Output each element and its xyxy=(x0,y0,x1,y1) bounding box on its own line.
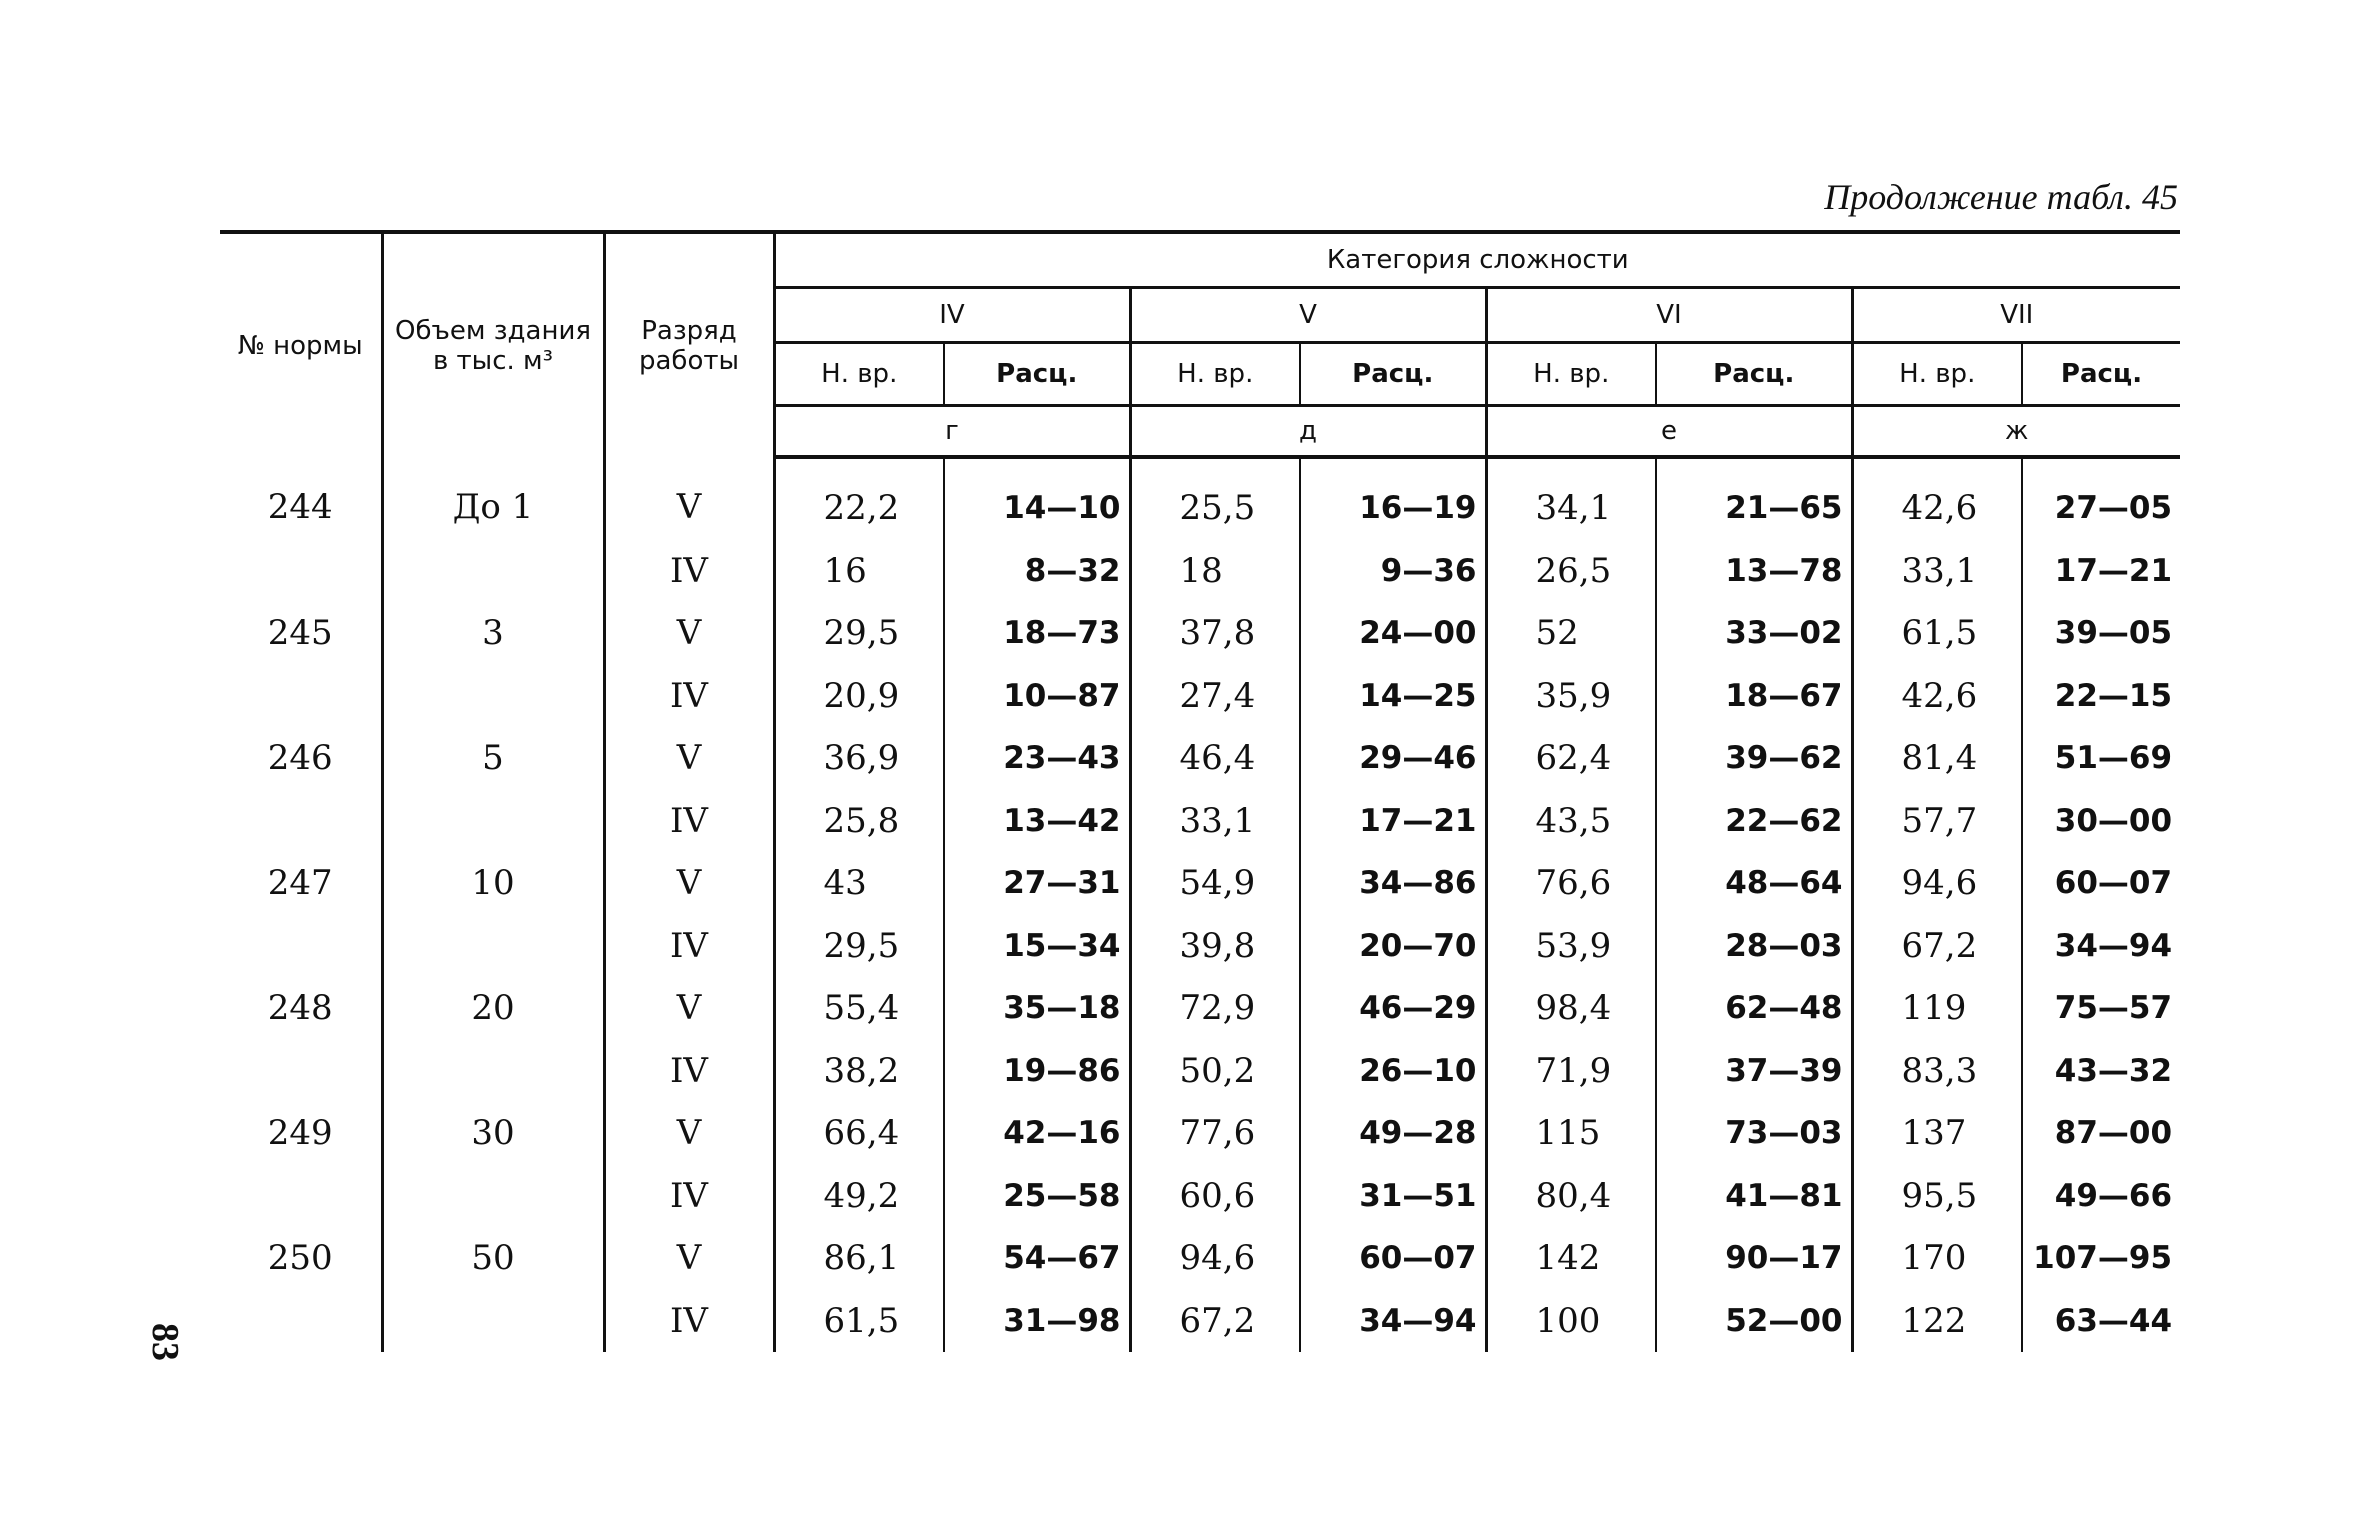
cell-norm-no: 248 xyxy=(267,988,333,1029)
cell-grade: IV xyxy=(604,1290,774,1353)
cell-nvr-v: 94,6 xyxy=(1130,1227,1300,1290)
cell-nvr-iv: 25,8 xyxy=(774,790,944,853)
cell-nvr-v: 25,5 xyxy=(1130,457,1300,540)
cell-nvr-vii: 83,3 xyxy=(1852,1040,2022,1103)
table-row xyxy=(220,727,2180,790)
cell-rasc-iv: 31—98 xyxy=(944,1290,1130,1353)
cell-norm-no: 249 xyxy=(267,1113,333,1154)
cell-volume xyxy=(382,540,604,603)
table-row xyxy=(220,665,2180,728)
header-rasc-vi: Расц. xyxy=(1656,343,1852,406)
cell-nvr-vi: 52 xyxy=(1486,602,1656,665)
cell-volume: 50 xyxy=(382,1227,604,1290)
cell-nvr-vi: 26,5 xyxy=(1486,540,1656,603)
table-row xyxy=(220,977,2180,1040)
cell-rasc-v: 49—28 xyxy=(1300,1102,1486,1165)
cell-rasc-v: 34—86 xyxy=(1300,852,1486,915)
cell-nvr-vi: 142 xyxy=(1486,1227,1656,1290)
cell-rasc-vii: 49—66 xyxy=(2022,1165,2180,1228)
cell-rasc-vi: 90—17 xyxy=(1656,1227,1852,1290)
cell-rasc-vii: 27—05 xyxy=(2022,457,2180,540)
cell-nvr-vi: 76,6 xyxy=(1486,852,1656,915)
header-letter-v: д xyxy=(1130,406,1486,458)
cell-nvr-iv: 38,2 xyxy=(774,1040,944,1103)
cell-rasc-v: 14—25 xyxy=(1300,665,1486,728)
cell-nvr-vi: 71,9 xyxy=(1486,1040,1656,1103)
cell-volume xyxy=(382,665,604,728)
cell-rasc-vi: 28—03 xyxy=(1656,915,1852,978)
cell-volume: 5 xyxy=(382,727,604,790)
cell-grade: V xyxy=(604,1227,774,1290)
cell-grade: IV xyxy=(604,540,774,603)
cell-rasc-vii: 107—95 xyxy=(2022,1227,2180,1290)
table-row xyxy=(220,1040,2180,1103)
header-nvr-v: Н. вр. xyxy=(1130,343,1300,406)
cell-grade: IV xyxy=(604,665,774,728)
cell-rasc-vii: 75—57 xyxy=(2022,977,2180,1040)
table-row xyxy=(220,1102,2180,1165)
cell-rasc-vii: 63—44 xyxy=(2022,1290,2180,1353)
cell-nvr-iv: 55,4 xyxy=(774,977,944,1040)
header-volume: Объем здания в тыс. м³ xyxy=(382,232,604,457)
header-rasc-iv: Расц. xyxy=(944,343,1130,406)
cell-rasc-v: 46—29 xyxy=(1300,977,1486,1040)
cell-norm-no: 247 xyxy=(267,863,333,904)
cell-rasc-iv: 23—43 xyxy=(944,727,1130,790)
cell-volume: 20 xyxy=(382,977,604,1040)
cell-nvr-vii: 67,2 xyxy=(1852,915,2022,978)
table-row xyxy=(220,1290,2180,1353)
cell-norm-no xyxy=(220,540,382,603)
table-row xyxy=(220,1227,2180,1290)
cell-nvr-iv: 66,4 xyxy=(774,1102,944,1165)
cell-volume xyxy=(382,1040,604,1103)
header-nvr-vi: Н. вр. xyxy=(1486,343,1656,406)
table-row xyxy=(220,790,2180,853)
header-category-vii: VII xyxy=(1852,288,2180,343)
cell-norm-no xyxy=(220,915,382,978)
cell-grade: V xyxy=(604,602,774,665)
cell-rasc-vi: 22—62 xyxy=(1656,790,1852,853)
cell-rasc-vii: 30—00 xyxy=(2022,790,2180,853)
cell-rasc-v: 24—00 xyxy=(1300,602,1486,665)
cell-grade: IV xyxy=(604,1040,774,1103)
cell-norm-no: 244 xyxy=(267,487,333,528)
cell-rasc-v: 34—94 xyxy=(1300,1290,1486,1353)
cell-rasc-iv: 10—87 xyxy=(944,665,1130,728)
header-grade: Разряд работы xyxy=(604,232,774,457)
cell-nvr-vii: 81,4 xyxy=(1852,727,2022,790)
cell-nvr-vii: 42,6 xyxy=(1852,665,2022,728)
cell-grade: V xyxy=(604,1102,774,1165)
cell-nvr-iv: 29,5 xyxy=(774,602,944,665)
cell-volume: 10 xyxy=(382,852,604,915)
cell-norm-no: 245 xyxy=(267,613,333,654)
cell-nvr-vi: 115 xyxy=(1486,1102,1656,1165)
header-category-vi: VI xyxy=(1486,288,1852,343)
cell-rasc-vi: 37—39 xyxy=(1656,1040,1852,1103)
table-row xyxy=(220,852,2180,915)
cell-grade: V xyxy=(604,977,774,1040)
cell-rasc-iv: 25—58 xyxy=(944,1165,1130,1228)
cell-nvr-vii: 42,6 xyxy=(1852,457,2022,540)
cell-grade: IV xyxy=(604,1165,774,1228)
header-letter-vi: е xyxy=(1486,406,1852,458)
cell-rasc-iv: 15—34 xyxy=(944,915,1130,978)
cell-rasc-vi: 48—64 xyxy=(1656,852,1852,915)
cell-rasc-vii: 43—32 xyxy=(2022,1040,2180,1103)
page-number: 83 xyxy=(144,1323,186,1361)
table-row xyxy=(220,457,2180,540)
cell-nvr-iv: 20,9 xyxy=(774,665,944,728)
cell-nvr-v: 39,8 xyxy=(1130,915,1300,978)
cell-rasc-vi: 21—65 xyxy=(1656,457,1852,540)
cell-rasc-vi: 62—48 xyxy=(1656,977,1852,1040)
cell-nvr-vii: 61,5 xyxy=(1852,602,2022,665)
cell-nvr-v: 33,1 xyxy=(1130,790,1300,853)
cell-nvr-vii: 33,1 xyxy=(1852,540,2022,603)
cell-nvr-v: 60,6 xyxy=(1130,1165,1300,1228)
cell-norm-no xyxy=(220,1040,382,1103)
cell-nvr-vi: 34,1 xyxy=(1486,457,1656,540)
cell-grade: V xyxy=(604,852,774,915)
cell-nvr-vi: 98,4 xyxy=(1486,977,1656,1040)
cell-nvr-vi: 53,9 xyxy=(1486,915,1656,978)
cell-rasc-vii: 39—05 xyxy=(2022,602,2180,665)
cell-norm-no xyxy=(220,1165,382,1228)
cell-rasc-v: 60—07 xyxy=(1300,1227,1486,1290)
cell-norm-no: 246 xyxy=(267,738,333,779)
cell-nvr-v: 77,6 xyxy=(1130,1102,1300,1165)
cell-rasc-v: 9—36 xyxy=(1300,540,1486,603)
cell-nvr-iv: 43 xyxy=(774,852,944,915)
cell-volume xyxy=(382,915,604,978)
table-caption: Продолжение табл. 45 xyxy=(1824,177,2178,217)
cell-nvr-vi: 80,4 xyxy=(1486,1165,1656,1228)
cell-nvr-vii: 122 xyxy=(1852,1290,2022,1353)
cell-nvr-iv: 16 xyxy=(774,540,944,603)
cell-rasc-iv: 19—86 xyxy=(944,1040,1130,1103)
cell-rasc-iv: 54—67 xyxy=(944,1227,1130,1290)
cell-rasc-vii: 87—00 xyxy=(2022,1102,2180,1165)
cell-nvr-v: 37,8 xyxy=(1130,602,1300,665)
header-nvr-vii: Н. вр. xyxy=(1852,343,2022,406)
cell-rasc-iv: 14—10 xyxy=(944,457,1130,540)
cell-volume xyxy=(382,1165,604,1228)
cell-norm-no xyxy=(220,665,382,728)
cell-rasc-v: 31—51 xyxy=(1300,1165,1486,1228)
table-header xyxy=(220,232,2180,457)
cell-nvr-v: 54,9 xyxy=(1130,852,1300,915)
cell-rasc-vi: 52—00 xyxy=(1656,1290,1852,1353)
cell-nvr-iv: 29,5 xyxy=(774,915,944,978)
table-body xyxy=(220,457,2180,1352)
table-row xyxy=(220,1165,2180,1228)
cell-nvr-iv: 49,2 xyxy=(774,1165,944,1228)
cell-nvr-iv: 86,1 xyxy=(774,1227,944,1290)
table-row xyxy=(220,540,2180,603)
cell-grade: V xyxy=(604,457,774,540)
cell-nvr-v: 67,2 xyxy=(1130,1290,1300,1353)
cell-rasc-iv: 18—73 xyxy=(944,602,1130,665)
header-letter-iv: г xyxy=(774,406,1130,458)
norms-table xyxy=(220,230,2180,1352)
header-rasc-v: Расц. xyxy=(1300,343,1486,406)
cell-nvr-v: 72,9 xyxy=(1130,977,1300,1040)
header-category-title: Категория сложности xyxy=(774,232,2180,288)
cell-nvr-vii: 137 xyxy=(1852,1102,2022,1165)
cell-rasc-vi: 73—03 xyxy=(1656,1102,1852,1165)
cell-volume: 30 xyxy=(382,1102,604,1165)
cell-nvr-iv: 36,9 xyxy=(774,727,944,790)
header-letter-vii: ж xyxy=(1852,406,2180,458)
cell-rasc-v: 16—19 xyxy=(1300,457,1486,540)
cell-volume xyxy=(382,1290,604,1353)
cell-rasc-vii: 34—94 xyxy=(2022,915,2180,978)
header-category-iv: IV xyxy=(774,288,1130,343)
cell-nvr-vi: 62,4 xyxy=(1486,727,1656,790)
table-row xyxy=(220,915,2180,978)
header-category-v: V xyxy=(1130,288,1486,343)
cell-rasc-vii: 22—15 xyxy=(2022,665,2180,728)
cell-rasc-iv: 27—31 xyxy=(944,852,1130,915)
cell-volume: 3 xyxy=(382,602,604,665)
cell-norm-no xyxy=(220,1290,382,1353)
cell-norm-no xyxy=(220,790,382,853)
cell-nvr-vi: 35,9 xyxy=(1486,665,1656,728)
cell-rasc-vii: 60—07 xyxy=(2022,852,2180,915)
cell-nvr-vii: 170 xyxy=(1852,1227,2022,1290)
cell-nvr-vii: 119 xyxy=(1852,977,2022,1040)
cell-nvr-v: 50,2 xyxy=(1130,1040,1300,1103)
cell-rasc-v: 20—70 xyxy=(1300,915,1486,978)
cell-nvr-vi: 100 xyxy=(1486,1290,1656,1353)
cell-rasc-v: 29—46 xyxy=(1300,727,1486,790)
cell-grade: IV xyxy=(604,790,774,853)
cell-rasc-vi: 39—62 xyxy=(1656,727,1852,790)
cell-rasc-vi: 33—02 xyxy=(1656,602,1852,665)
header-norm-no: № нормы xyxy=(220,232,382,457)
cell-rasc-vi: 13—78 xyxy=(1656,540,1852,603)
cell-rasc-vi: 18—67 xyxy=(1656,665,1852,728)
cell-nvr-v: 46,4 xyxy=(1130,727,1300,790)
cell-grade: V xyxy=(604,727,774,790)
cell-nvr-vi: 43,5 xyxy=(1486,790,1656,853)
cell-rasc-iv: 8—32 xyxy=(944,540,1130,603)
cell-nvr-v: 18 xyxy=(1130,540,1300,603)
header-nvr-iv: Н. вр. xyxy=(774,343,944,406)
cell-rasc-vi: 41—81 xyxy=(1656,1165,1852,1228)
cell-nvr-iv: 22,2 xyxy=(774,457,944,540)
cell-rasc-v: 26—10 xyxy=(1300,1040,1486,1103)
cell-nvr-iv: 61,5 xyxy=(774,1290,944,1353)
cell-nvr-vii: 94,6 xyxy=(1852,852,2022,915)
cell-grade: IV xyxy=(604,915,774,978)
cell-rasc-vii: 17—21 xyxy=(2022,540,2180,603)
cell-rasc-iv: 13—42 xyxy=(944,790,1130,853)
table-row xyxy=(220,602,2180,665)
cell-volume: До 1 xyxy=(382,457,604,540)
cell-nvr-vii: 57,7 xyxy=(1852,790,2022,853)
cell-rasc-iv: 42—16 xyxy=(944,1102,1130,1165)
cell-norm-no: 250 xyxy=(267,1238,333,1279)
cell-rasc-iv: 35—18 xyxy=(944,977,1130,1040)
cell-rasc-v: 17—21 xyxy=(1300,790,1486,853)
cell-nvr-v: 27,4 xyxy=(1130,665,1300,728)
cell-volume xyxy=(382,790,604,853)
cell-rasc-vii: 51—69 xyxy=(2022,727,2180,790)
header-rasc-vii: Расц. xyxy=(2022,343,2180,406)
cell-nvr-vii: 95,5 xyxy=(1852,1165,2022,1228)
